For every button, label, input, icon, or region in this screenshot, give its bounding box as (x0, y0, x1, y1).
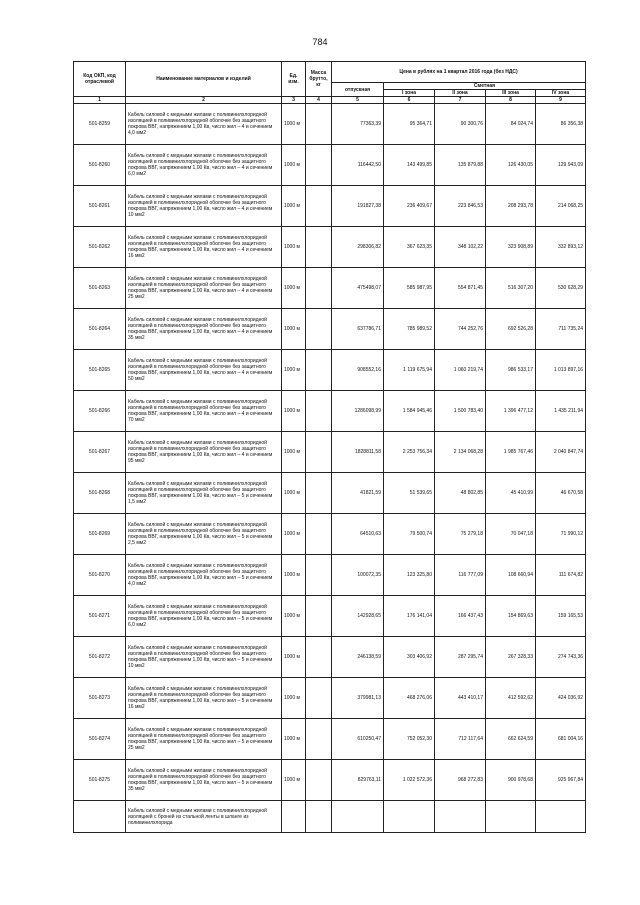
row-name: Кабель силовой с медными жилами с поливинилхлоридной изоляцией в поливинилхлоридной оболочке без защитного покрова ВВГ, напряжением 1,00 Кв, число жил – 4 и сечением 25 мм2 (126, 268, 282, 309)
table-row (74, 760, 586, 801)
row-zone-3-price: 154 869,63 (486, 596, 536, 637)
row-mass (306, 104, 332, 145)
row-unit: 1000 м (282, 391, 306, 432)
row-zone-2-price: 166 437,43 (435, 596, 486, 637)
row-code: 501-8262 (74, 227, 126, 268)
row-zone-4-price: 111 674,82 (536, 555, 586, 596)
row-zone-4-price: 129 943,09 (536, 145, 586, 186)
column-number: 7 (435, 97, 486, 104)
row-zone-4-price: 711 735,24 (536, 309, 586, 350)
header-zone-4: IV зона (536, 90, 586, 97)
header-zone-1: I зона (384, 90, 435, 97)
row-code: 501-8266 (74, 391, 126, 432)
row-name: Кабель силовой с медными жилами с поливинилхлоридной изоляцией в поливинилхлоридной оболочке без защитного покрова ВВГ, напряжением 1,00 Кв, число жил – 5 и сечением 16 мм2 (126, 678, 282, 719)
row-zone-1-price: 95 364,71 (384, 104, 435, 145)
table-row (74, 186, 586, 227)
header-name: Наименование материалов и изделий (126, 62, 282, 97)
row-mass (306, 555, 332, 596)
row-unit: 1000 м (282, 186, 306, 227)
column-number: 6 (384, 97, 435, 104)
row-zone-2-price: 287 295,74 (435, 637, 486, 678)
row-release-price: 908552,16 (332, 350, 384, 391)
row-unit: 1000 м (282, 719, 306, 760)
column-number: 8 (486, 97, 536, 104)
row-zone-1-price: 176 141,04 (384, 596, 435, 637)
row-name: Кабель силовой с медными жилами с поливинилхлоридной изоляцией в поливинилхлоридной оболочке без защитного покрова ВВГ, напряжением 1,00 Кв, число жил – 5 и сечением 2,5 мм2 (126, 514, 282, 555)
row-name: Кабель силовой с медными жилами с поливинилхлоридной изоляцией в поливинилхлоридной оболочке без защитного покрова ВВГ, напряжением 1,00 Кв, число жил – 5 и сечением 4,0 мм2 (126, 555, 282, 596)
row-zone-2-price: 712 117,64 (435, 719, 486, 760)
row-code: 501-8265 (74, 350, 126, 391)
row-mass (306, 801, 332, 833)
row-release-price: 637786,71 (332, 309, 384, 350)
row-mass (306, 637, 332, 678)
row-zone-4-price: 71 990,12 (536, 514, 586, 555)
row-unit: 1000 м (282, 678, 306, 719)
row-release-price (332, 801, 384, 833)
column-number: 3 (282, 97, 306, 104)
row-zone-3-price (486, 801, 536, 833)
row-code (74, 801, 126, 833)
row-release-price: 64510,63 (332, 514, 384, 555)
column-number: 4 (306, 97, 332, 104)
table-row (74, 801, 586, 833)
header-mass: Масса брутто, кг (306, 62, 332, 97)
column-number: 9 (536, 97, 586, 104)
row-release-price: 610250,47 (332, 719, 384, 760)
header-zone-3: III зона (486, 90, 536, 97)
row-zone-1-price: 367 623,35 (384, 227, 435, 268)
row-release-price: 298306,82 (332, 227, 384, 268)
table-row (74, 391, 586, 432)
row-zone-1-price: 51 539,65 (384, 473, 435, 514)
header-release: отпускная (332, 83, 384, 97)
table-row (74, 719, 586, 760)
row-release-price: 100072,35 (332, 555, 384, 596)
row-zone-1-price: 1 584 945,46 (384, 391, 435, 432)
row-release-price: 475498,07 (332, 268, 384, 309)
row-unit: 1000 м (282, 473, 306, 514)
row-unit: 1000 м (282, 309, 306, 350)
row-zone-1-price: 1 119 675,94 (384, 350, 435, 391)
row-code: 501-8273 (74, 678, 126, 719)
price-table (73, 61, 586, 833)
row-release-price: 1286098,99 (332, 391, 384, 432)
table-row (74, 432, 586, 473)
header-price-group: Цена в рублях на 1 квартал 2016 года (без НДС) (332, 62, 586, 83)
row-unit: 1000 м (282, 268, 306, 309)
row-zone-2-price: 443 410,17 (435, 678, 486, 719)
row-zone-3-price: 126 430,05 (486, 145, 536, 186)
table-row (74, 268, 586, 309)
row-mass (306, 227, 332, 268)
table-row (74, 350, 586, 391)
row-mass (306, 350, 332, 391)
row-mass (306, 309, 332, 350)
row-zone-1-price: 468 276,06 (384, 678, 435, 719)
header-code: Код ОКП, код отраслевой (74, 62, 126, 97)
row-zone-1-price: 785 989,52 (384, 309, 435, 350)
row-name: Кабель силовой с медными жилами с поливинилхлоридной изоляцией в поливинилхлоридной оболочке без защитного покрова ВВГ, напряжением 1,00 Кв, число жил – 5 и сечением 1,5 мм2 (126, 473, 282, 514)
row-unit: 1000 м (282, 145, 306, 186)
row-code: 501-8271 (74, 596, 126, 637)
row-name: Кабель силовой с медными жилами с поливинилхлоридной изоляцией в поливинилхлоридной оболочке без защитного покрова ВВГ, напряжением 1,00 Кв, число жил – 4 и сечением 6,0 мм2 (126, 145, 282, 186)
table-row (74, 637, 586, 678)
row-zone-3-price: 986 533,17 (486, 350, 536, 391)
table-body (74, 104, 586, 833)
row-mass (306, 186, 332, 227)
row-zone-2-price: 48 802,85 (435, 473, 486, 514)
row-zone-2-price: 968 272,83 (435, 760, 486, 801)
row-name: Кабель силовой с медными жилами с поливинилхлоридной изоляцией в поливинилхлоридной оболочке без защитного покрова ВВГ, напряжением 1,00 Кв, число жил – 4 и сечением 10 мм2 (126, 186, 282, 227)
row-zone-4-price: 1 013 897,16 (536, 350, 586, 391)
row-mass (306, 432, 332, 473)
row-zone-1-price: 143 499,85 (384, 145, 435, 186)
row-release-price: 116442,50 (332, 145, 384, 186)
row-zone-3-price: 516 307,20 (486, 268, 536, 309)
row-unit: 1000 м (282, 350, 306, 391)
column-number: 2 (126, 97, 282, 104)
row-zone-1-price: 2 253 756,34 (384, 432, 435, 473)
row-zone-1-price: 1 022 572,36 (384, 760, 435, 801)
row-zone-2-price: 348 102,22 (435, 227, 486, 268)
table-row (74, 309, 586, 350)
row-name: Кабель силовой с медными жилами с поливинилхлоридной изоляцией в поливинилхлоридной оболочке без защитного покрова ВВГ, напряжением 1,00 Кв, число жил – 4 и сечением 70 мм2 (126, 391, 282, 432)
row-release-price: 829763,11 (332, 760, 384, 801)
row-code: 501-8263 (74, 268, 126, 309)
row-zone-4-price: 681 004,16 (536, 719, 586, 760)
row-unit: 1000 м (282, 227, 306, 268)
row-release-price: 1828811,58 (332, 432, 384, 473)
row-zone-3-price: 900 978,68 (486, 760, 536, 801)
row-zone-2-price: 90 300,76 (435, 104, 486, 145)
row-name: Кабель силовой с медными жилами с поливинилхлоридной изоляцией с броней из стальной ленты в шлангe из поливинилхлорида (126, 801, 282, 833)
row-zone-3-price: 267 328,33 (486, 637, 536, 678)
row-code: 501-8260 (74, 145, 126, 186)
row-name: Кабель силовой с медными жилами с поливинилхлоридной изоляцией в поливинилхлоридной оболочке без защитного покрова ВВГ, напряжением 1,00 Кв, число жил – 4 и сечением 4,0 мм2 (126, 104, 282, 145)
row-zone-4-price: 46 670,58 (536, 473, 586, 514)
row-zone-2-price (435, 801, 486, 833)
row-name: Кабель силовой с медными жилами с поливинилхлоридной изоляцией в поливинилхлоридной оболочке без защитного покрова ВВГ, напряжением 1,00 Кв, число жил – 4 и сечением 50 мм2 (126, 350, 282, 391)
row-name: Кабель силовой с медными жилами с поливинилхлоридной изоляцией в поливинилхлоридной оболочке без защитного покрова ВВГ, напряжением 1,00 Кв, число жил – 5 и сечением 25 мм2 (126, 719, 282, 760)
column-number: 1 (74, 97, 126, 104)
row-zone-4-price: 424 036,92 (536, 678, 586, 719)
header-estimate: Сметная (384, 83, 586, 90)
row-name: Кабель силовой с медными жилами с поливинилхлоридной изоляцией в поливинилхлоридной оболочке без защитного покрова ВВГ, напряжением 1,00 Кв, число жил – 4 и сечением 16 мм2 (126, 227, 282, 268)
row-zone-3-price: 1 396 477,12 (486, 391, 536, 432)
column-number-row (74, 97, 586, 104)
row-zone-2-price: 223 846,53 (435, 186, 486, 227)
row-unit: 1000 м (282, 432, 306, 473)
row-zone-2-price: 744 252,76 (435, 309, 486, 350)
row-code: 501-8264 (74, 309, 126, 350)
row-name: Кабель силовой с медными жилами с поливинилхлоридной изоляцией в поливинилхлоридной оболочке без защитного покрова ВВГ, напряжением 1,00 Кв, число жил – 5 и сечением 35 мм2 (126, 760, 282, 801)
row-zone-2-price: 554 871,45 (435, 268, 486, 309)
row-zone-4-price: 159 165,53 (536, 596, 586, 637)
row-zone-3-price: 84 024,74 (486, 104, 536, 145)
row-release-price: 191827,38 (332, 186, 384, 227)
table-row (74, 145, 586, 186)
row-code: 501-8268 (74, 473, 126, 514)
row-release-price: 142928,65 (332, 596, 384, 637)
column-number: 5 (332, 97, 384, 104)
table-row (74, 555, 586, 596)
row-zone-4-price (536, 801, 586, 833)
row-unit: 1000 м (282, 637, 306, 678)
row-zone-3-price: 692 526,28 (486, 309, 536, 350)
row-code: 501-8275 (74, 760, 126, 801)
header-unit: Ед. изм. (282, 62, 306, 97)
row-mass (306, 514, 332, 555)
row-code: 501-8261 (74, 186, 126, 227)
row-code: 501-8270 (74, 555, 126, 596)
row-zone-1-price: 236 409,67 (384, 186, 435, 227)
row-zone-3-price: 208 293,78 (486, 186, 536, 227)
row-zone-2-price: 1 060 219,74 (435, 350, 486, 391)
row-mass (306, 473, 332, 514)
row-zone-4-price: 274 743,36 (536, 637, 586, 678)
row-zone-4-price: 332 893,12 (536, 227, 586, 268)
row-mass (306, 719, 332, 760)
table-row (74, 514, 586, 555)
row-code: 501-8269 (74, 514, 126, 555)
row-name: Кабель силовой с медными жилами с поливинилхлоридной изоляцией в поливинилхлоридной оболочке без защитного покрова ВВГ, напряжением 1,00 Кв, число жил – 5 и сечением 10 мм2 (126, 637, 282, 678)
row-code: 501-8267 (74, 432, 126, 473)
row-unit: 1000 м (282, 514, 306, 555)
row-code: 501-8259 (74, 104, 126, 145)
row-mass (306, 145, 332, 186)
row-zone-3-price: 45 410,99 (486, 473, 536, 514)
row-zone-4-price: 2 040 847,74 (536, 432, 586, 473)
table-row (74, 104, 586, 145)
row-zone-1-price (384, 801, 435, 833)
table-header (74, 62, 586, 104)
row-zone-1-price: 585 987,95 (384, 268, 435, 309)
row-zone-2-price: 135 879,88 (435, 145, 486, 186)
row-zone-1-price: 303 406,92 (384, 637, 435, 678)
row-zone-2-price: 116 777,09 (435, 555, 486, 596)
row-mass (306, 596, 332, 637)
row-code: 501-8272 (74, 637, 126, 678)
row-zone-1-price: 79 500,74 (384, 514, 435, 555)
row-code: 501-8274 (74, 719, 126, 760)
row-zone-4-price: 925 967,84 (536, 760, 586, 801)
row-zone-4-price: 530 628,29 (536, 268, 586, 309)
row-zone-3-price: 323 908,89 (486, 227, 536, 268)
row-zone-2-price: 75 279,18 (435, 514, 486, 555)
table-row (74, 678, 586, 719)
row-unit: 1000 м (282, 760, 306, 801)
row-release-price: 246138,59 (332, 637, 384, 678)
row-unit: 1000 м (282, 596, 306, 637)
row-mass (306, 268, 332, 309)
row-name: Кабель силовой с медными жилами с поливинилхлоридной изоляцией в поливинилхлоридной оболочке без защитного покрова ВВГ, напряжением 1,00 Кв, число жил – 5 и сечением 6,0 мм2 (126, 596, 282, 637)
row-zone-3-price: 662 624,59 (486, 719, 536, 760)
row-zone-3-price: 108 660,94 (486, 555, 536, 596)
row-zone-1-price: 123 325,80 (384, 555, 435, 596)
row-zone-3-price: 412 592,62 (486, 678, 536, 719)
table-row (74, 596, 586, 637)
row-mass (306, 391, 332, 432)
row-release-price: 41821,59 (332, 473, 384, 514)
row-release-price: 77363,39 (332, 104, 384, 145)
row-release-price: 379981,13 (332, 678, 384, 719)
row-mass (306, 678, 332, 719)
row-mass (306, 760, 332, 801)
table-row (74, 473, 586, 514)
row-zone-4-price: 86 356,38 (536, 104, 586, 145)
row-zone-2-price: 2 134 068,28 (435, 432, 486, 473)
row-zone-3-price: 70 047,18 (486, 514, 536, 555)
table-row (74, 227, 586, 268)
row-zone-1-price: 752 052,30 (384, 719, 435, 760)
row-name: Кабель силовой с медными жилами с поливинилхлоридной изоляцией в поливинилхлоридной оболочке без защитного покрова ВВГ, напряжением 1,00 Кв, число жил – 4 и сечением 95 мм2 (126, 432, 282, 473)
row-zone-3-price: 1 985 767,46 (486, 432, 536, 473)
row-unit: 1000 м (282, 555, 306, 596)
header-zone-2: II зона (435, 90, 486, 97)
row-zone-4-price: 1 435 211,94 (536, 391, 586, 432)
row-zone-2-price: 1 500 783,40 (435, 391, 486, 432)
page-number: 784 (312, 37, 328, 47)
row-name: Кабель силовой с медными жилами с поливинилхлоридной изоляцией в поливинилхлоридной оболочке без защитного покрова ВВГ, напряжением 1,00 Кв, число жил – 4 и сечением 35 мм2 (126, 309, 282, 350)
row-unit (282, 801, 306, 833)
row-unit: 1000 м (282, 104, 306, 145)
row-zone-4-price: 214 068,25 (536, 186, 586, 227)
